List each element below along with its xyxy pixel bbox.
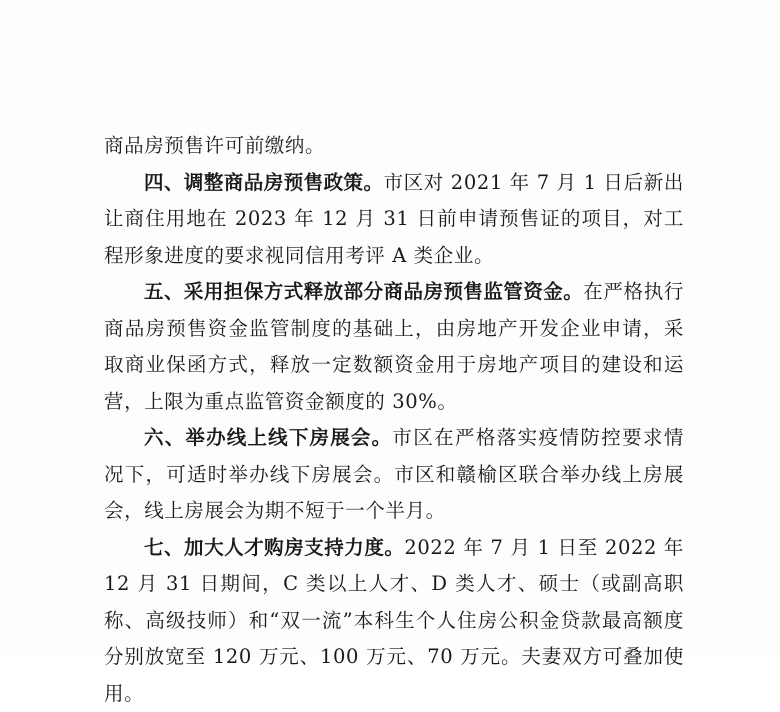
paragraph-item-4 bbox=[104, 165, 684, 275]
paragraph-continuation bbox=[104, 128, 684, 165]
paragraph-heading: 六、举办线上线下房展会。 bbox=[144, 426, 392, 449]
paragraph-item-5 bbox=[104, 274, 684, 420]
paragraph-text: 在严格执行商品房预售资金监管制度的基础上，由房地产开发企业申请，采取商业保函方式，释放一定数额资金用于房地产项目的建设和运营，上限为重点监管资金额度的 30%。 bbox=[104, 280, 684, 413]
paragraph-item-6 bbox=[104, 420, 684, 530]
paragraph-item-7 bbox=[104, 530, 684, 712]
paragraph-heading: 四、调整商品房预售政策。 bbox=[144, 171, 383, 194]
paragraph-text: 商品房预售许可前缴纳。 bbox=[104, 134, 325, 157]
paragraph-heading: 七、加大人才购房支持力度。 bbox=[144, 536, 404, 559]
paragraph-text: 市区对 2021 年 7 月 1 日后新出让商住用地在 2023 年 12 月 31 日前申请预售证的项目，对工程形象进度的要求视同信用考评 A 类企业。 bbox=[104, 171, 684, 267]
paragraph-text: 市区在严格落实疫情防控要求情况下，可适时举办线下房展会。市区和赣榆区联合举办线上房展会，线上房展会为期不短于一个半月。 bbox=[104, 426, 684, 522]
document-body bbox=[104, 128, 684, 712]
paragraph-heading: 五、采用担保方式释放部分商品房预售监管资金。 bbox=[144, 280, 583, 303]
paragraph-text: 2022 年 7 月 1 日至 2022 年 12 月 31 日期间，C 类以上人才、D 类人才、硕士（或副高职称、高级技师）和“双一流”本科生个人住房公积金贷款最高额度分别放宽至 120 万元、100 万元、70 万元。夫妻双方可叠加使用。 bbox=[104, 536, 684, 705]
